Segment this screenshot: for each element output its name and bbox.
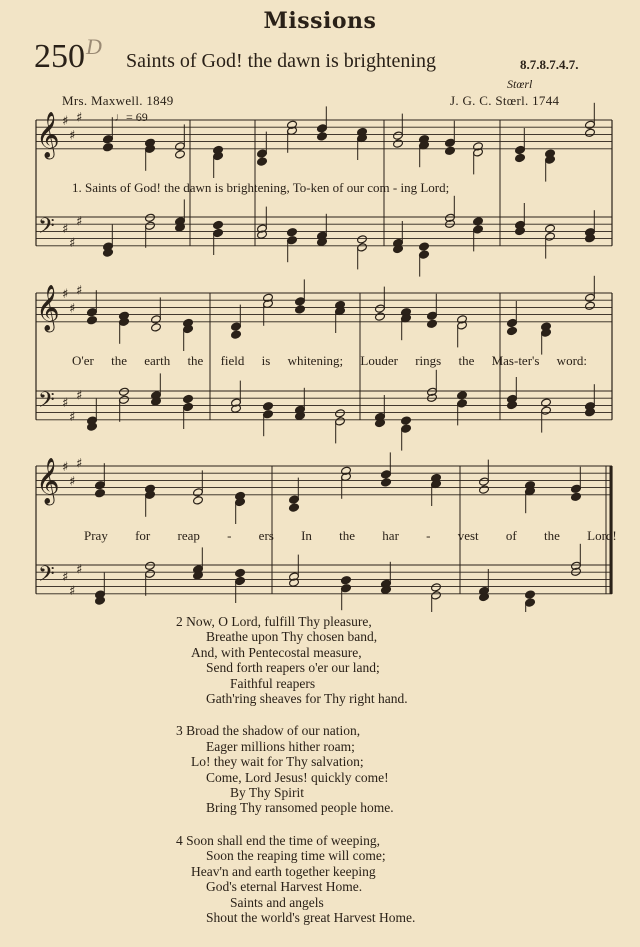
hymn-title: Saints of God! the dawn is brightening — [126, 50, 436, 72]
note-head — [515, 153, 526, 162]
note-head — [393, 139, 404, 148]
verse-line: Shout the world's great Harvest Home. — [206, 909, 416, 925]
author: Mrs. Maxwell. 1849 — [62, 93, 174, 108]
sharp-sign: ♯ — [76, 214, 83, 230]
note-head — [183, 394, 194, 403]
note-head — [507, 326, 518, 335]
treble-clef: 𝄞 — [36, 285, 60, 331]
verse-line: And, with Pentecostal measure, — [191, 644, 362, 660]
verse-line: 4 Soon shall end the time of weeping, — [176, 832, 380, 848]
note-head — [335, 409, 346, 418]
note-head — [473, 217, 484, 226]
bass-clef: 𝄢 — [38, 562, 55, 592]
verse-line: Eager millions hither roam; — [206, 738, 355, 754]
note-head — [151, 323, 162, 332]
note-head — [525, 590, 536, 599]
note-head — [585, 301, 596, 310]
verse-line: Bring Thy ransomed people home. — [206, 800, 394, 816]
sharp-sign: ♯ — [69, 584, 76, 600]
verse-line: Lo! they wait for Thy salvation; — [191, 754, 364, 770]
lyrics-system-3: Pray for reap - ers In the har - vest of the Lord! — [84, 528, 617, 543]
note-head — [95, 489, 106, 498]
verse-3 — [176, 723, 516, 815]
tune-name: Stœrl — [507, 77, 533, 91]
hymn-number: 250 — [34, 38, 85, 75]
note-head — [287, 228, 298, 237]
composer: J. G. C. Stœrl. 1744 — [450, 93, 560, 108]
note-head — [263, 402, 274, 411]
note-head — [445, 146, 456, 155]
verse-line: Come, Lord Jesus! quickly come! — [206, 769, 389, 785]
note-head — [213, 220, 224, 229]
note-head — [427, 319, 438, 328]
note-head — [357, 235, 368, 244]
verse-line: Send forth reapers o'er our land; — [206, 660, 380, 676]
treble-clef: 𝄞 — [36, 458, 60, 504]
note-head — [571, 492, 582, 501]
verse-line: Soon the reaping time will come; — [206, 848, 386, 864]
tempo-marking: ♩= 69 — [114, 110, 148, 124]
sharp-sign: ♯ — [69, 301, 76, 317]
note-head — [541, 398, 552, 407]
note-head — [375, 312, 386, 321]
note-head — [317, 132, 328, 141]
verse-line: By Thy Spirit — [230, 785, 305, 801]
verse-4 — [176, 833, 516, 925]
hymn-annotation: D — [86, 34, 102, 59]
note-head — [145, 561, 156, 570]
treble-clef: 𝄞 — [36, 112, 60, 158]
lyrics-system-1: 1. Saints of God! the dawn is brightening, To-ken of our com - ing Lord; — [72, 180, 450, 195]
verse-line: God's eternal Harvest Home. — [206, 879, 363, 895]
sharp-sign: ♯ — [76, 283, 83, 299]
note-head — [175, 150, 186, 159]
note-head — [145, 213, 156, 222]
verses — [176, 614, 516, 942]
bass-clef: 𝄢 — [38, 388, 55, 418]
note-head — [295, 305, 306, 314]
sharp-sign: ♯ — [62, 569, 69, 585]
note-head — [401, 416, 412, 425]
meter: 8.7.8.7.4.7. — [520, 57, 579, 72]
sharp-sign: ♯ — [62, 287, 69, 302]
bass-clef: 𝄢 — [38, 214, 55, 244]
verse-line: 2 Now, O Lord, fulfill Thy pleasure, — [176, 614, 372, 629]
note-head — [193, 496, 204, 505]
note-head — [545, 224, 556, 233]
note-head — [419, 242, 430, 251]
sharp-sign: ♯ — [76, 110, 83, 126]
verse-line: Heav'n and earth together keeping — [191, 863, 376, 879]
note-head — [585, 128, 596, 137]
note-head — [231, 330, 242, 339]
section-title: Missions — [263, 8, 377, 34]
sharp-sign: ♯ — [69, 410, 76, 426]
note-head — [479, 485, 490, 494]
note-head — [235, 568, 246, 577]
sharp-sign: ♯ — [76, 562, 83, 578]
verse-line: Breathe upon Thy chosen band, — [206, 629, 378, 645]
note-head — [341, 576, 352, 585]
sharp-sign: ♯ — [69, 128, 76, 144]
lyrics-system-2: O'er the earth the field is whitening; Louder rings the Mas-ter's word: — [72, 353, 588, 368]
sharp-sign: ♯ — [62, 460, 69, 475]
verse-line: Faithful reapers — [230, 675, 316, 691]
sharp-sign: ♯ — [76, 388, 83, 404]
verse-line: 3 Broad the shadow of our nation, — [176, 723, 361, 739]
note-head — [431, 583, 442, 592]
note-head — [381, 478, 392, 487]
sharp-sign: ♯ — [76, 456, 83, 472]
note-head — [103, 143, 114, 152]
note-head — [289, 503, 300, 512]
verse-2 — [176, 614, 516, 706]
verse-line: Saints and angels — [230, 894, 324, 910]
note-head — [257, 157, 268, 166]
sharp-sign: ♯ — [62, 221, 69, 237]
sharp-sign: ♯ — [69, 474, 76, 490]
verse-line: Gath'ring sheaves for Thy right hand. — [206, 691, 408, 707]
note-head — [119, 387, 130, 396]
sharp-sign: ♯ — [62, 395, 69, 411]
note-head — [87, 316, 98, 325]
sharp-sign: ♯ — [62, 114, 69, 129]
note-head — [457, 391, 468, 400]
sharp-sign: ♯ — [69, 236, 76, 252]
